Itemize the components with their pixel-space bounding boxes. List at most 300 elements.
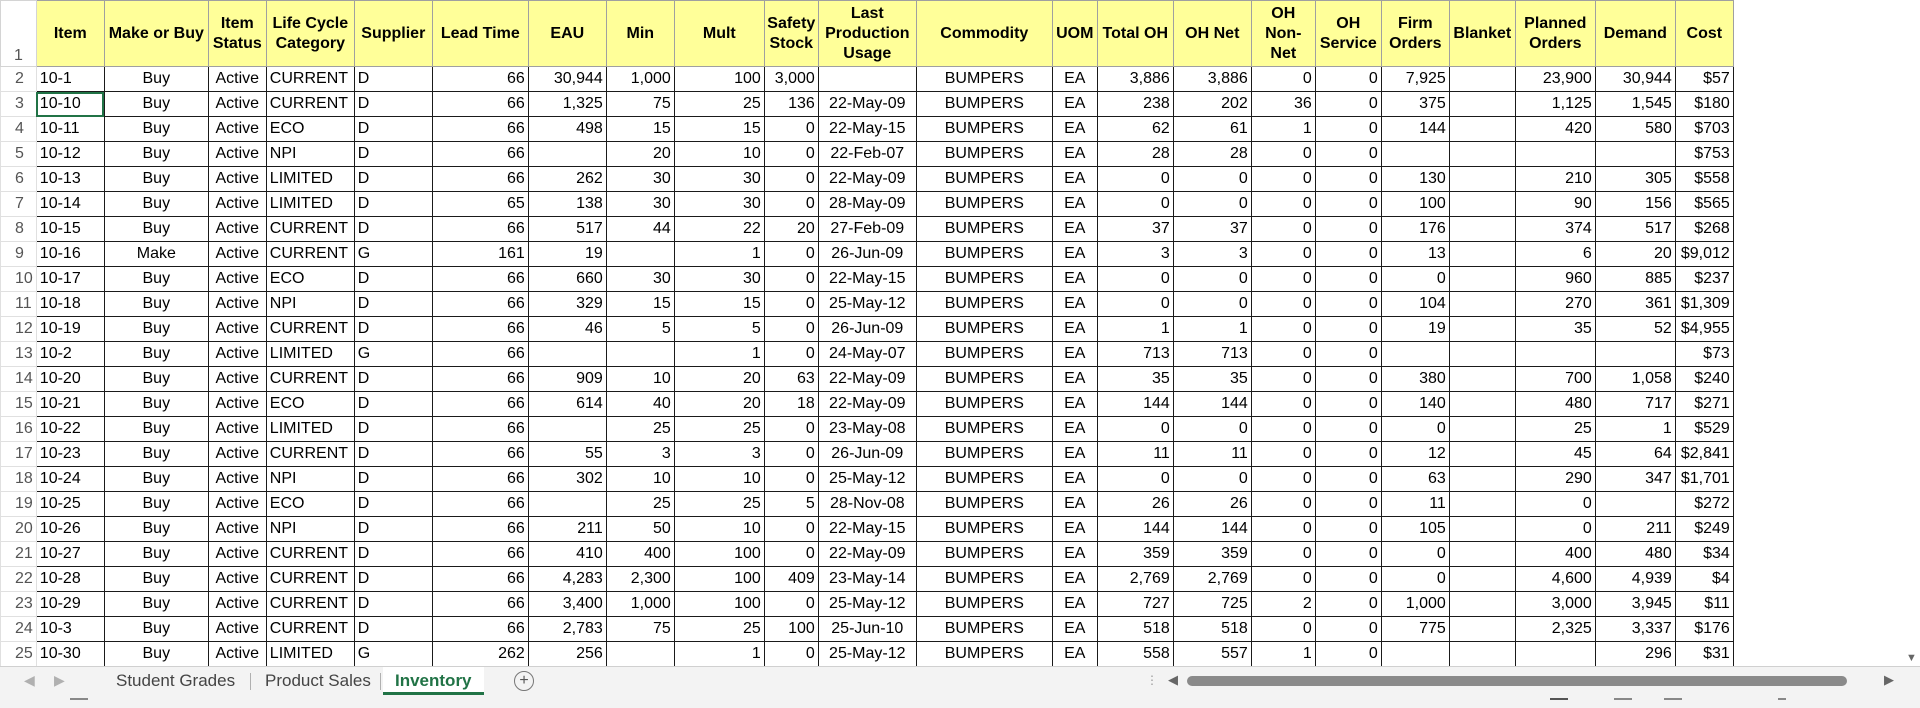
- cell-cost[interactable]: $57: [1675, 67, 1733, 92]
- cell-demand[interactable]: [1595, 142, 1675, 167]
- cell-min[interactable]: 400: [606, 542, 674, 567]
- cell-min[interactable]: 15: [606, 117, 674, 142]
- cell-make-or-buy[interactable]: Buy: [104, 117, 208, 142]
- cell-oh-non-net[interactable]: 0: [1251, 442, 1315, 467]
- cell-lead-time[interactable]: 66: [432, 167, 528, 192]
- cell-commodity[interactable]: BUMPERS: [916, 267, 1052, 292]
- cell-item[interactable]: 10-15: [36, 217, 104, 242]
- cell-commodity[interactable]: BUMPERS: [916, 317, 1052, 342]
- cell-lead-time[interactable]: 66: [432, 617, 528, 642]
- cell-mult[interactable]: 25: [674, 92, 764, 117]
- cell-safety-stock[interactable]: 0: [764, 442, 818, 467]
- cell-planned-orders[interactable]: 480: [1515, 392, 1595, 417]
- cell-commodity[interactable]: BUMPERS: [916, 367, 1052, 392]
- cell-item[interactable]: 10-2: [36, 342, 104, 367]
- cell-safety-stock[interactable]: 0: [764, 242, 818, 267]
- cell-life-cycle[interactable]: NPI: [266, 142, 354, 167]
- cell-oh-service[interactable]: 0: [1315, 317, 1381, 342]
- cell-make-or-buy[interactable]: Buy: [104, 142, 208, 167]
- cell-uom[interactable]: EA: [1052, 642, 1097, 667]
- cell-make-or-buy[interactable]: Buy: [104, 392, 208, 417]
- cell-life-cycle[interactable]: CURRENT: [266, 217, 354, 242]
- cell-mult[interactable]: 1: [674, 242, 764, 267]
- header-planned-orders[interactable]: Planned Orders: [1515, 1, 1595, 67]
- cell-lead-time[interactable]: 66: [432, 217, 528, 242]
- cell-item[interactable]: 10-21: [36, 392, 104, 417]
- cell-oh-non-net[interactable]: 0: [1251, 392, 1315, 417]
- header-oh-non-net[interactable]: OH Non-Net: [1251, 1, 1315, 67]
- row-number[interactable]: 21: [1, 542, 37, 567]
- header-oh-net[interactable]: OH Net: [1173, 1, 1251, 67]
- cell-commodity[interactable]: BUMPERS: [916, 617, 1052, 642]
- cell-item[interactable]: 10-14: [36, 192, 104, 217]
- cell-cost[interactable]: $31: [1675, 642, 1733, 667]
- cell-cost[interactable]: $703: [1675, 117, 1733, 142]
- cell-eau[interactable]: 614: [528, 392, 606, 417]
- cell-eau[interactable]: 19: [528, 242, 606, 267]
- cell-oh-service[interactable]: 0: [1315, 167, 1381, 192]
- cell-total-oh[interactable]: 0: [1097, 167, 1173, 192]
- cell-total-oh[interactable]: 144: [1097, 517, 1173, 542]
- cell-item-status[interactable]: Active: [208, 542, 266, 567]
- zoom-out-icon[interactable]: [1778, 698, 1786, 708]
- cell-safety-stock[interactable]: 0: [764, 642, 818, 667]
- cell-commodity[interactable]: BUMPERS: [916, 292, 1052, 317]
- row-number[interactable]: 10: [1, 267, 37, 292]
- cell-cost[interactable]: $176: [1675, 617, 1733, 642]
- header-total-oh[interactable]: Total OH: [1097, 1, 1173, 67]
- header-min[interactable]: Min: [606, 1, 674, 67]
- cell-uom[interactable]: EA: [1052, 567, 1097, 592]
- row-number[interactable]: 5: [1, 142, 37, 167]
- cell-planned-orders[interactable]: 1,125: [1515, 92, 1595, 117]
- cell-oh-service[interactable]: 0: [1315, 142, 1381, 167]
- cell-lead-time[interactable]: 66: [432, 342, 528, 367]
- cell-oh-service[interactable]: 0: [1315, 292, 1381, 317]
- cell-commodity[interactable]: BUMPERS: [916, 342, 1052, 367]
- cell-item[interactable]: 10-18: [36, 292, 104, 317]
- cell-supplier[interactable]: D: [354, 142, 432, 167]
- cell-oh-non-net[interactable]: 0: [1251, 192, 1315, 217]
- cell-uom[interactable]: EA: [1052, 617, 1097, 642]
- cell-total-oh[interactable]: 2,769: [1097, 567, 1173, 592]
- cell-lead-time[interactable]: 66: [432, 92, 528, 117]
- cell-life-cycle[interactable]: CURRENT: [266, 442, 354, 467]
- cell-firm-orders[interactable]: 1,000: [1381, 592, 1449, 617]
- cell-oh-service[interactable]: 0: [1315, 342, 1381, 367]
- horizontal-scrollbar[interactable]: [1182, 676, 1882, 686]
- cell-demand[interactable]: 30,944: [1595, 67, 1675, 92]
- header-last-usage[interactable]: Last Production Usage: [818, 1, 916, 67]
- cell-life-cycle[interactable]: ECO: [266, 492, 354, 517]
- cell-last-usage[interactable]: 22-May-15: [818, 117, 916, 142]
- cell-oh-non-net[interactable]: 1: [1251, 117, 1315, 142]
- cell-life-cycle[interactable]: CURRENT: [266, 367, 354, 392]
- cell-demand[interactable]: 347: [1595, 467, 1675, 492]
- cell-last-usage[interactable]: 22-May-09: [818, 367, 916, 392]
- cell-last-usage[interactable]: 22-May-15: [818, 267, 916, 292]
- page-layout-icon[interactable]: [1614, 698, 1632, 708]
- cell-firm-orders[interactable]: 0: [1381, 267, 1449, 292]
- cell-min[interactable]: 44: [606, 217, 674, 242]
- cell-cost[interactable]: $268: [1675, 217, 1733, 242]
- cell-oh-non-net[interactable]: 0: [1251, 367, 1315, 392]
- cell-item-status[interactable]: Active: [208, 367, 266, 392]
- cell-uom[interactable]: EA: [1052, 142, 1097, 167]
- cell-cost[interactable]: $1,701: [1675, 467, 1733, 492]
- cell-oh-non-net[interactable]: 2: [1251, 592, 1315, 617]
- cell-item[interactable]: 10-23: [36, 442, 104, 467]
- cell-item-status[interactable]: Active: [208, 567, 266, 592]
- cell-min[interactable]: 40: [606, 392, 674, 417]
- cell-make-or-buy[interactable]: Buy: [104, 192, 208, 217]
- row-number[interactable]: 12: [1, 317, 37, 342]
- cell-make-or-buy[interactable]: Buy: [104, 267, 208, 292]
- row-number[interactable]: 14: [1, 367, 37, 392]
- cell-supplier[interactable]: D: [354, 492, 432, 517]
- cell-planned-orders[interactable]: 400: [1515, 542, 1595, 567]
- scroll-right-icon[interactable]: ▶: [1884, 672, 1894, 687]
- cell-oh-service[interactable]: 0: [1315, 567, 1381, 592]
- cell-mult[interactable]: 1: [674, 642, 764, 667]
- header-safety-stock[interactable]: Safety Stock: [764, 1, 818, 67]
- cell-life-cycle[interactable]: NPI: [266, 517, 354, 542]
- cell-blanket[interactable]: [1449, 292, 1515, 317]
- cell-eau[interactable]: [528, 492, 606, 517]
- cell-eau[interactable]: 211: [528, 517, 606, 542]
- cell-uom[interactable]: EA: [1052, 417, 1097, 442]
- row-number[interactable]: 4: [1, 117, 37, 142]
- cell-total-oh[interactable]: 11: [1097, 442, 1173, 467]
- cell-cost[interactable]: $4,955: [1675, 317, 1733, 342]
- cell-planned-orders[interactable]: 420: [1515, 117, 1595, 142]
- cell-safety-stock[interactable]: 63: [764, 367, 818, 392]
- header-commodity[interactable]: Commodity: [916, 1, 1052, 67]
- cell-planned-orders[interactable]: 0: [1515, 517, 1595, 542]
- cell-supplier[interactable]: D: [354, 217, 432, 242]
- page-break-icon[interactable]: [1664, 698, 1682, 708]
- cell-cost[interactable]: $271: [1675, 392, 1733, 417]
- cell-min[interactable]: 3: [606, 442, 674, 467]
- cell-firm-orders[interactable]: 63: [1381, 467, 1449, 492]
- cell-demand[interactable]: 717: [1595, 392, 1675, 417]
- scroll-left-icon[interactable]: ◀: [1168, 672, 1178, 687]
- cell-oh-service[interactable]: 0: [1315, 617, 1381, 642]
- header-item-status[interactable]: Item Status: [208, 1, 266, 67]
- cell-min[interactable]: [606, 342, 674, 367]
- cell-last-usage[interactable]: [818, 67, 916, 92]
- cell-last-usage[interactable]: 24-May-07: [818, 342, 916, 367]
- cell-lead-time[interactable]: 66: [432, 517, 528, 542]
- cell-safety-stock[interactable]: 5: [764, 492, 818, 517]
- cell-item[interactable]: 10-10: [36, 92, 104, 117]
- cell-oh-service[interactable]: 0: [1315, 392, 1381, 417]
- cell-min[interactable]: 1,000: [606, 592, 674, 617]
- cell-life-cycle[interactable]: CURRENT: [266, 67, 354, 92]
- cell-cost[interactable]: $1,309: [1675, 292, 1733, 317]
- cell-oh-service[interactable]: 0: [1315, 492, 1381, 517]
- cell-lead-time[interactable]: 66: [432, 417, 528, 442]
- row-number[interactable]: 1: [1, 1, 37, 67]
- cell-supplier[interactable]: D: [354, 192, 432, 217]
- cell-firm-orders[interactable]: 105: [1381, 517, 1449, 542]
- cell-item-status[interactable]: Active: [208, 192, 266, 217]
- cell-oh-service[interactable]: 0: [1315, 642, 1381, 667]
- cell-oh-non-net[interactable]: 0: [1251, 342, 1315, 367]
- cell-item[interactable]: 10-11: [36, 117, 104, 142]
- cell-item-status[interactable]: Active: [208, 242, 266, 267]
- cell-planned-orders[interactable]: 290: [1515, 467, 1595, 492]
- cell-make-or-buy[interactable]: Buy: [104, 342, 208, 367]
- cell-mult[interactable]: 10: [674, 467, 764, 492]
- cell-min[interactable]: 25: [606, 492, 674, 517]
- cell-safety-stock[interactable]: 0: [764, 342, 818, 367]
- cell-planned-orders[interactable]: 25: [1515, 417, 1595, 442]
- cell-commodity[interactable]: BUMPERS: [916, 67, 1052, 92]
- cell-supplier[interactable]: D: [354, 592, 432, 617]
- cell-eau[interactable]: 46: [528, 317, 606, 342]
- cell-total-oh[interactable]: 713: [1097, 342, 1173, 367]
- cell-supplier[interactable]: D: [354, 617, 432, 642]
- cell-firm-orders[interactable]: 140: [1381, 392, 1449, 417]
- cell-uom[interactable]: EA: [1052, 192, 1097, 217]
- cell-safety-stock[interactable]: 100: [764, 617, 818, 642]
- cell-supplier[interactable]: D: [354, 542, 432, 567]
- cell-cost[interactable]: $249: [1675, 517, 1733, 542]
- cell-demand[interactable]: 580: [1595, 117, 1675, 142]
- cell-supplier[interactable]: D: [354, 317, 432, 342]
- cell-mult[interactable]: 15: [674, 292, 764, 317]
- cell-planned-orders[interactable]: 270: [1515, 292, 1595, 317]
- cell-cost[interactable]: $9,012: [1675, 242, 1733, 267]
- cell-oh-non-net[interactable]: 0: [1251, 417, 1315, 442]
- cell-total-oh[interactable]: 28: [1097, 142, 1173, 167]
- cell-firm-orders[interactable]: 13: [1381, 242, 1449, 267]
- cell-mult[interactable]: 20: [674, 367, 764, 392]
- cell-lead-time[interactable]: 66: [432, 367, 528, 392]
- cell-demand[interactable]: 361: [1595, 292, 1675, 317]
- cell-oh-service[interactable]: 0: [1315, 542, 1381, 567]
- cell-demand[interactable]: 517: [1595, 217, 1675, 242]
- cell-demand[interactable]: [1595, 492, 1675, 517]
- cell-lead-time[interactable]: 66: [432, 67, 528, 92]
- cell-oh-net[interactable]: 202: [1173, 92, 1251, 117]
- cell-cost[interactable]: $34: [1675, 542, 1733, 567]
- cell-blanket[interactable]: [1449, 592, 1515, 617]
- cell-cost[interactable]: $2,841: [1675, 442, 1733, 467]
- cell-supplier[interactable]: D: [354, 167, 432, 192]
- cell-last-usage[interactable]: 22-Feb-07: [818, 142, 916, 167]
- cell-safety-stock[interactable]: 0: [764, 517, 818, 542]
- cell-oh-net[interactable]: 2,769: [1173, 567, 1251, 592]
- cell-eau[interactable]: 3,400: [528, 592, 606, 617]
- row-number[interactable]: 23: [1, 592, 37, 617]
- cell-supplier[interactable]: G: [354, 642, 432, 667]
- cell-oh-net[interactable]: 0: [1173, 417, 1251, 442]
- cell-min[interactable]: 1,000: [606, 67, 674, 92]
- cell-planned-orders[interactable]: 4,600: [1515, 567, 1595, 592]
- cell-min[interactable]: [606, 242, 674, 267]
- cell-demand[interactable]: [1595, 342, 1675, 367]
- cell-demand[interactable]: 305: [1595, 167, 1675, 192]
- cell-safety-stock[interactable]: 136: [764, 92, 818, 117]
- cell-oh-net[interactable]: 0: [1173, 267, 1251, 292]
- cell-min[interactable]: 25: [606, 417, 674, 442]
- cell-item[interactable]: 10-24: [36, 467, 104, 492]
- cell-item-status[interactable]: Active: [208, 492, 266, 517]
- row-number[interactable]: 9: [1, 242, 37, 267]
- cell-demand[interactable]: 3,945: [1595, 592, 1675, 617]
- cell-make-or-buy[interactable]: Buy: [104, 67, 208, 92]
- cell-life-cycle[interactable]: NPI: [266, 467, 354, 492]
- cell-cost[interactable]: $4: [1675, 567, 1733, 592]
- cell-make-or-buy[interactable]: Buy: [104, 217, 208, 242]
- cell-planned-orders[interactable]: 6: [1515, 242, 1595, 267]
- cell-item[interactable]: 10-12: [36, 142, 104, 167]
- header-demand[interactable]: Demand: [1595, 1, 1675, 67]
- cell-demand[interactable]: 1,545: [1595, 92, 1675, 117]
- cell-firm-orders[interactable]: [1381, 142, 1449, 167]
- cell-safety-stock[interactable]: 0: [764, 192, 818, 217]
- cell-blanket[interactable]: [1449, 217, 1515, 242]
- cell-commodity[interactable]: BUMPERS: [916, 217, 1052, 242]
- cell-mult[interactable]: 15: [674, 117, 764, 142]
- cell-uom[interactable]: EA: [1052, 542, 1097, 567]
- cell-commodity[interactable]: BUMPERS: [916, 442, 1052, 467]
- cell-lead-time[interactable]: 66: [432, 267, 528, 292]
- cell-item-status[interactable]: Active: [208, 342, 266, 367]
- cell-blanket[interactable]: [1449, 617, 1515, 642]
- cell-commodity[interactable]: BUMPERS: [916, 192, 1052, 217]
- header-lead-time[interactable]: Lead Time: [432, 1, 528, 67]
- cell-oh-net[interactable]: 0: [1173, 467, 1251, 492]
- cell-commodity[interactable]: BUMPERS: [916, 642, 1052, 667]
- cell-item[interactable]: 10-1: [36, 67, 104, 92]
- cell-blanket[interactable]: [1449, 492, 1515, 517]
- cell-mult[interactable]: 100: [674, 542, 764, 567]
- cell-make-or-buy[interactable]: Buy: [104, 442, 208, 467]
- cell-oh-non-net[interactable]: 0: [1251, 217, 1315, 242]
- header-supplier[interactable]: Supplier: [354, 1, 432, 67]
- cell-firm-orders[interactable]: 11: [1381, 492, 1449, 517]
- cell-planned-orders[interactable]: 45: [1515, 442, 1595, 467]
- cell-commodity[interactable]: BUMPERS: [916, 242, 1052, 267]
- cell-blanket[interactable]: [1449, 167, 1515, 192]
- scroll-down-icon[interactable]: ▼: [1906, 652, 1917, 664]
- cell-lead-time[interactable]: 66: [432, 492, 528, 517]
- cell-make-or-buy[interactable]: Buy: [104, 542, 208, 567]
- cell-item[interactable]: 10-16: [36, 242, 104, 267]
- cell-mult[interactable]: 25: [674, 617, 764, 642]
- cell-mult[interactable]: 30: [674, 267, 764, 292]
- cell-last-usage[interactable]: 22-May-09: [818, 392, 916, 417]
- cell-min[interactable]: 10: [606, 467, 674, 492]
- cell-last-usage[interactable]: 25-May-12: [818, 292, 916, 317]
- cell-min[interactable]: 20: [606, 142, 674, 167]
- cell-firm-orders[interactable]: 0: [1381, 567, 1449, 592]
- cell-make-or-buy[interactable]: Buy: [104, 492, 208, 517]
- cell-commodity[interactable]: BUMPERS: [916, 542, 1052, 567]
- cell-eau[interactable]: 262: [528, 167, 606, 192]
- cell-last-usage[interactable]: 25-May-12: [818, 467, 916, 492]
- cell-blanket[interactable]: [1449, 417, 1515, 442]
- cell-lead-time[interactable]: 66: [432, 467, 528, 492]
- cell-oh-service[interactable]: 0: [1315, 92, 1381, 117]
- row-number[interactable]: 16: [1, 417, 37, 442]
- cell-commodity[interactable]: BUMPERS: [916, 467, 1052, 492]
- cell-uom[interactable]: EA: [1052, 267, 1097, 292]
- cell-safety-stock[interactable]: 0: [764, 542, 818, 567]
- cell-oh-service[interactable]: 0: [1315, 467, 1381, 492]
- cell-total-oh[interactable]: 359: [1097, 542, 1173, 567]
- cell-safety-stock[interactable]: 0: [764, 317, 818, 342]
- cell-item-status[interactable]: Active: [208, 92, 266, 117]
- cell-planned-orders[interactable]: 700: [1515, 367, 1595, 392]
- tab-inventory[interactable]: Inventory: [383, 667, 484, 695]
- cell-eau[interactable]: 55: [528, 442, 606, 467]
- cell-item[interactable]: 10-13: [36, 167, 104, 192]
- cell-total-oh[interactable]: 558: [1097, 642, 1173, 667]
- header-firm-orders[interactable]: Firm Orders: [1381, 1, 1449, 67]
- cell-planned-orders[interactable]: 23,900: [1515, 67, 1595, 92]
- cell-lead-time[interactable]: 262: [432, 642, 528, 667]
- cell-uom[interactable]: EA: [1052, 517, 1097, 542]
- cell-oh-net[interactable]: 1: [1173, 317, 1251, 342]
- cell-total-oh[interactable]: 0: [1097, 467, 1173, 492]
- cell-make-or-buy[interactable]: Buy: [104, 592, 208, 617]
- cell-make-or-buy[interactable]: Buy: [104, 517, 208, 542]
- cell-make-or-buy[interactable]: Buy: [104, 467, 208, 492]
- cell-item-status[interactable]: Active: [208, 392, 266, 417]
- row-number[interactable]: 19: [1, 492, 37, 517]
- cell-mult[interactable]: 5: [674, 317, 764, 342]
- cell-supplier[interactable]: D: [354, 392, 432, 417]
- cell-eau[interactable]: 1,325: [528, 92, 606, 117]
- cell-lead-time[interactable]: 66: [432, 117, 528, 142]
- cell-oh-net[interactable]: 518: [1173, 617, 1251, 642]
- cell-oh-net[interactable]: 359: [1173, 542, 1251, 567]
- cell-oh-non-net[interactable]: 0: [1251, 292, 1315, 317]
- horizontal-scroll-thumb[interactable]: [1187, 676, 1847, 686]
- cell-oh-non-net[interactable]: 0: [1251, 467, 1315, 492]
- cell-eau[interactable]: 138: [528, 192, 606, 217]
- row-number[interactable]: 11: [1, 292, 37, 317]
- cell-life-cycle[interactable]: LIMITED: [266, 642, 354, 667]
- cell-mult[interactable]: 100: [674, 67, 764, 92]
- cell-uom[interactable]: EA: [1052, 492, 1097, 517]
- cell-lead-time[interactable]: 66: [432, 142, 528, 167]
- cell-oh-non-net[interactable]: 0: [1251, 167, 1315, 192]
- cell-firm-orders[interactable]: 100: [1381, 192, 1449, 217]
- cell-uom[interactable]: EA: [1052, 217, 1097, 242]
- cell-safety-stock[interactable]: 0: [764, 267, 818, 292]
- cell-oh-service[interactable]: 0: [1315, 67, 1381, 92]
- cell-item-status[interactable]: Active: [208, 117, 266, 142]
- cell-eau[interactable]: 4,283: [528, 567, 606, 592]
- cell-last-usage[interactable]: 22-May-09: [818, 542, 916, 567]
- cell-make-or-buy[interactable]: Buy: [104, 167, 208, 192]
- cell-mult[interactable]: 10: [674, 142, 764, 167]
- cell-item-status[interactable]: Active: [208, 267, 266, 292]
- cell-oh-net[interactable]: 61: [1173, 117, 1251, 142]
- header-oh-service[interactable]: OH Service: [1315, 1, 1381, 67]
- cell-blanket[interactable]: [1449, 242, 1515, 267]
- cell-item-status[interactable]: Active: [208, 467, 266, 492]
- cell-demand[interactable]: 885: [1595, 267, 1675, 292]
- cell-commodity[interactable]: BUMPERS: [916, 117, 1052, 142]
- cell-make-or-buy[interactable]: Buy: [104, 417, 208, 442]
- cell-demand[interactable]: 20: [1595, 242, 1675, 267]
